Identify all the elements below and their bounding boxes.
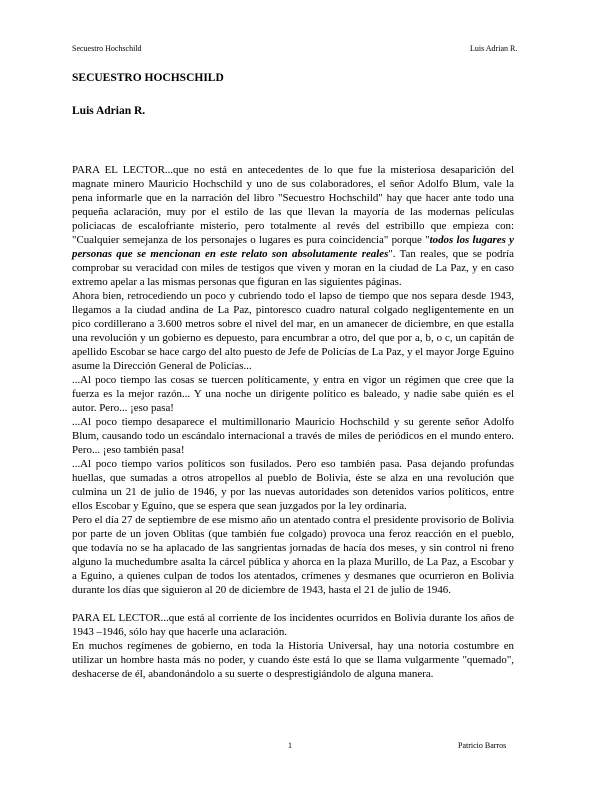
page-number: 1 — [288, 741, 292, 750]
header-left: Secuestro Hochschild — [72, 44, 142, 53]
paragraph-2: Ahora bien, retrocediendo un poco y cubriendo todo el lapso de tiempo que nos separa desde 1943, llegamos a la ciudad andina de La Paz, pintoresco cuadro natural colgado negligentemente en un pico cordillerano a 3.600 metros sobre el nivel del mar, en un amanecer de diciembre, en que estalla una revolución y un gobierno es depuesto, para encumbrar a otro, del que por a, b, o c, un capitán de apellido Escobar se hace cargo del alto puesto de Jefe de Policías de La Paz, y el mayor Jorge Eguino asume la Dirección General de Policías... — [72, 290, 514, 372]
paragraph-4: ...Al poco tiempo desaparece el multimillonario Mauricio Hochschild y su gerente señor Adolfo Blum, causando todo un escándalo internacional a través de miles de periódicos en el mundo entero. Pero... ¡eso también pasa! — [72, 416, 514, 456]
paragraph-8: En muchos regímenes de gobierno, en toda la Historia Universal, hay una notoria costumbre en utilizar un hombre hasta más no poder, y cuando éste está lo que se llama vulgarmente "quemado", deshacerse de él, abandonándolo a su suerte o desprestigiándolo de alguna manera. — [72, 640, 514, 680]
document-body — [72, 163, 514, 681]
paragraph-5: ...Al poco tiempo varios políticos son fusilados. Pero eso también pasa. Pasa dejando profundas huellas, que sumadas a otros atropellos al pueblo de Bolivia, éste se alza en una revolución que culmina un 21 de julio de 1946, y por las nuevas autoridades son detenidos varios políticos, entre ellos Escobar y Eguino, que se espera que sean juzgados por la ley ordinaria. — [72, 458, 514, 512]
paragraph-1-emphasis: todos los lugares y personas que se mencionan en este relato son absolutamente reales — [72, 234, 514, 260]
footer-right: Patricio Barros — [458, 741, 507, 750]
paragraph-1 — [72, 163, 514, 289]
header-right: Luis Adrian R. — [470, 44, 518, 53]
paragraph-7: PARA EL LECTOR...que está al corriente de los incidentes ocurridos en Bolivia durante los años de 1943 –1946, sólo hay que hacerle una aclaración. — [72, 612, 514, 638]
document-title: SECUESTRO HOCHSCHILD — [72, 72, 224, 84]
paragraph-1-start: PARA EL LECTOR...que no está en antecedentes de lo que fue la misteriosa desaparición del magnate minero Mauricio Hochschild y uno de sus colaboradores, el señor Adolfo Blum, vale la pena informarle que en la narración del libro "Secuestro Hochschild" hay que hacer ante todo una pequeña aclaración, muy por el estilo de las que llevan la mayoría de las modernas películas policiacas de escalofriante misterio, pero totalmente al revés del estribillo que empieza con: "Cualquier semejanza de los personajes o lugares es pura coincidencia" porque " — [72, 164, 514, 246]
paragraph-3: ...Al poco tiempo las cosas se tuercen políticamente, y entra en vigor un régimen que cree que la fuerza es la mejor razón... Y una noche un dirigente político es baleado, y nadie sabe quién es el autor. Pero... ¡eso pasa! — [72, 374, 514, 414]
paragraph-6: Pero el día 27 de septiembre de ese mismo año un atentado contra el presidente provisorio de Bolivia por parte de un joven Oblitas (que también fue colgado) provoca una feroz reacción en el pueblo, que todavía no se ha aplacado de las sangrientas jornadas de hacía dos meses, y sin control ni freno alguno la muchedumbre asalta la cárcel pública y ahorca en la plaza Murillo, de La Paz, a Escobar y a Eguino, a quienes culpan de todos los atentados, crímenes y desmanes que ocurrieron en Bolivia durante los días que siguieron al 20 de diciembre de 1943, hasta el 21 de julio de 1946. — [72, 514, 514, 596]
paragraph-1-end: ". Tan reales, que se podría comprobar su veracidad con miles de testigos que viven y moran en la ciudad de La Paz, y en caso extremo apelar a las mismas personas que figuran en las siguientes páginas. — [72, 248, 514, 288]
document-author: Luis Adrian R. — [72, 105, 146, 117]
